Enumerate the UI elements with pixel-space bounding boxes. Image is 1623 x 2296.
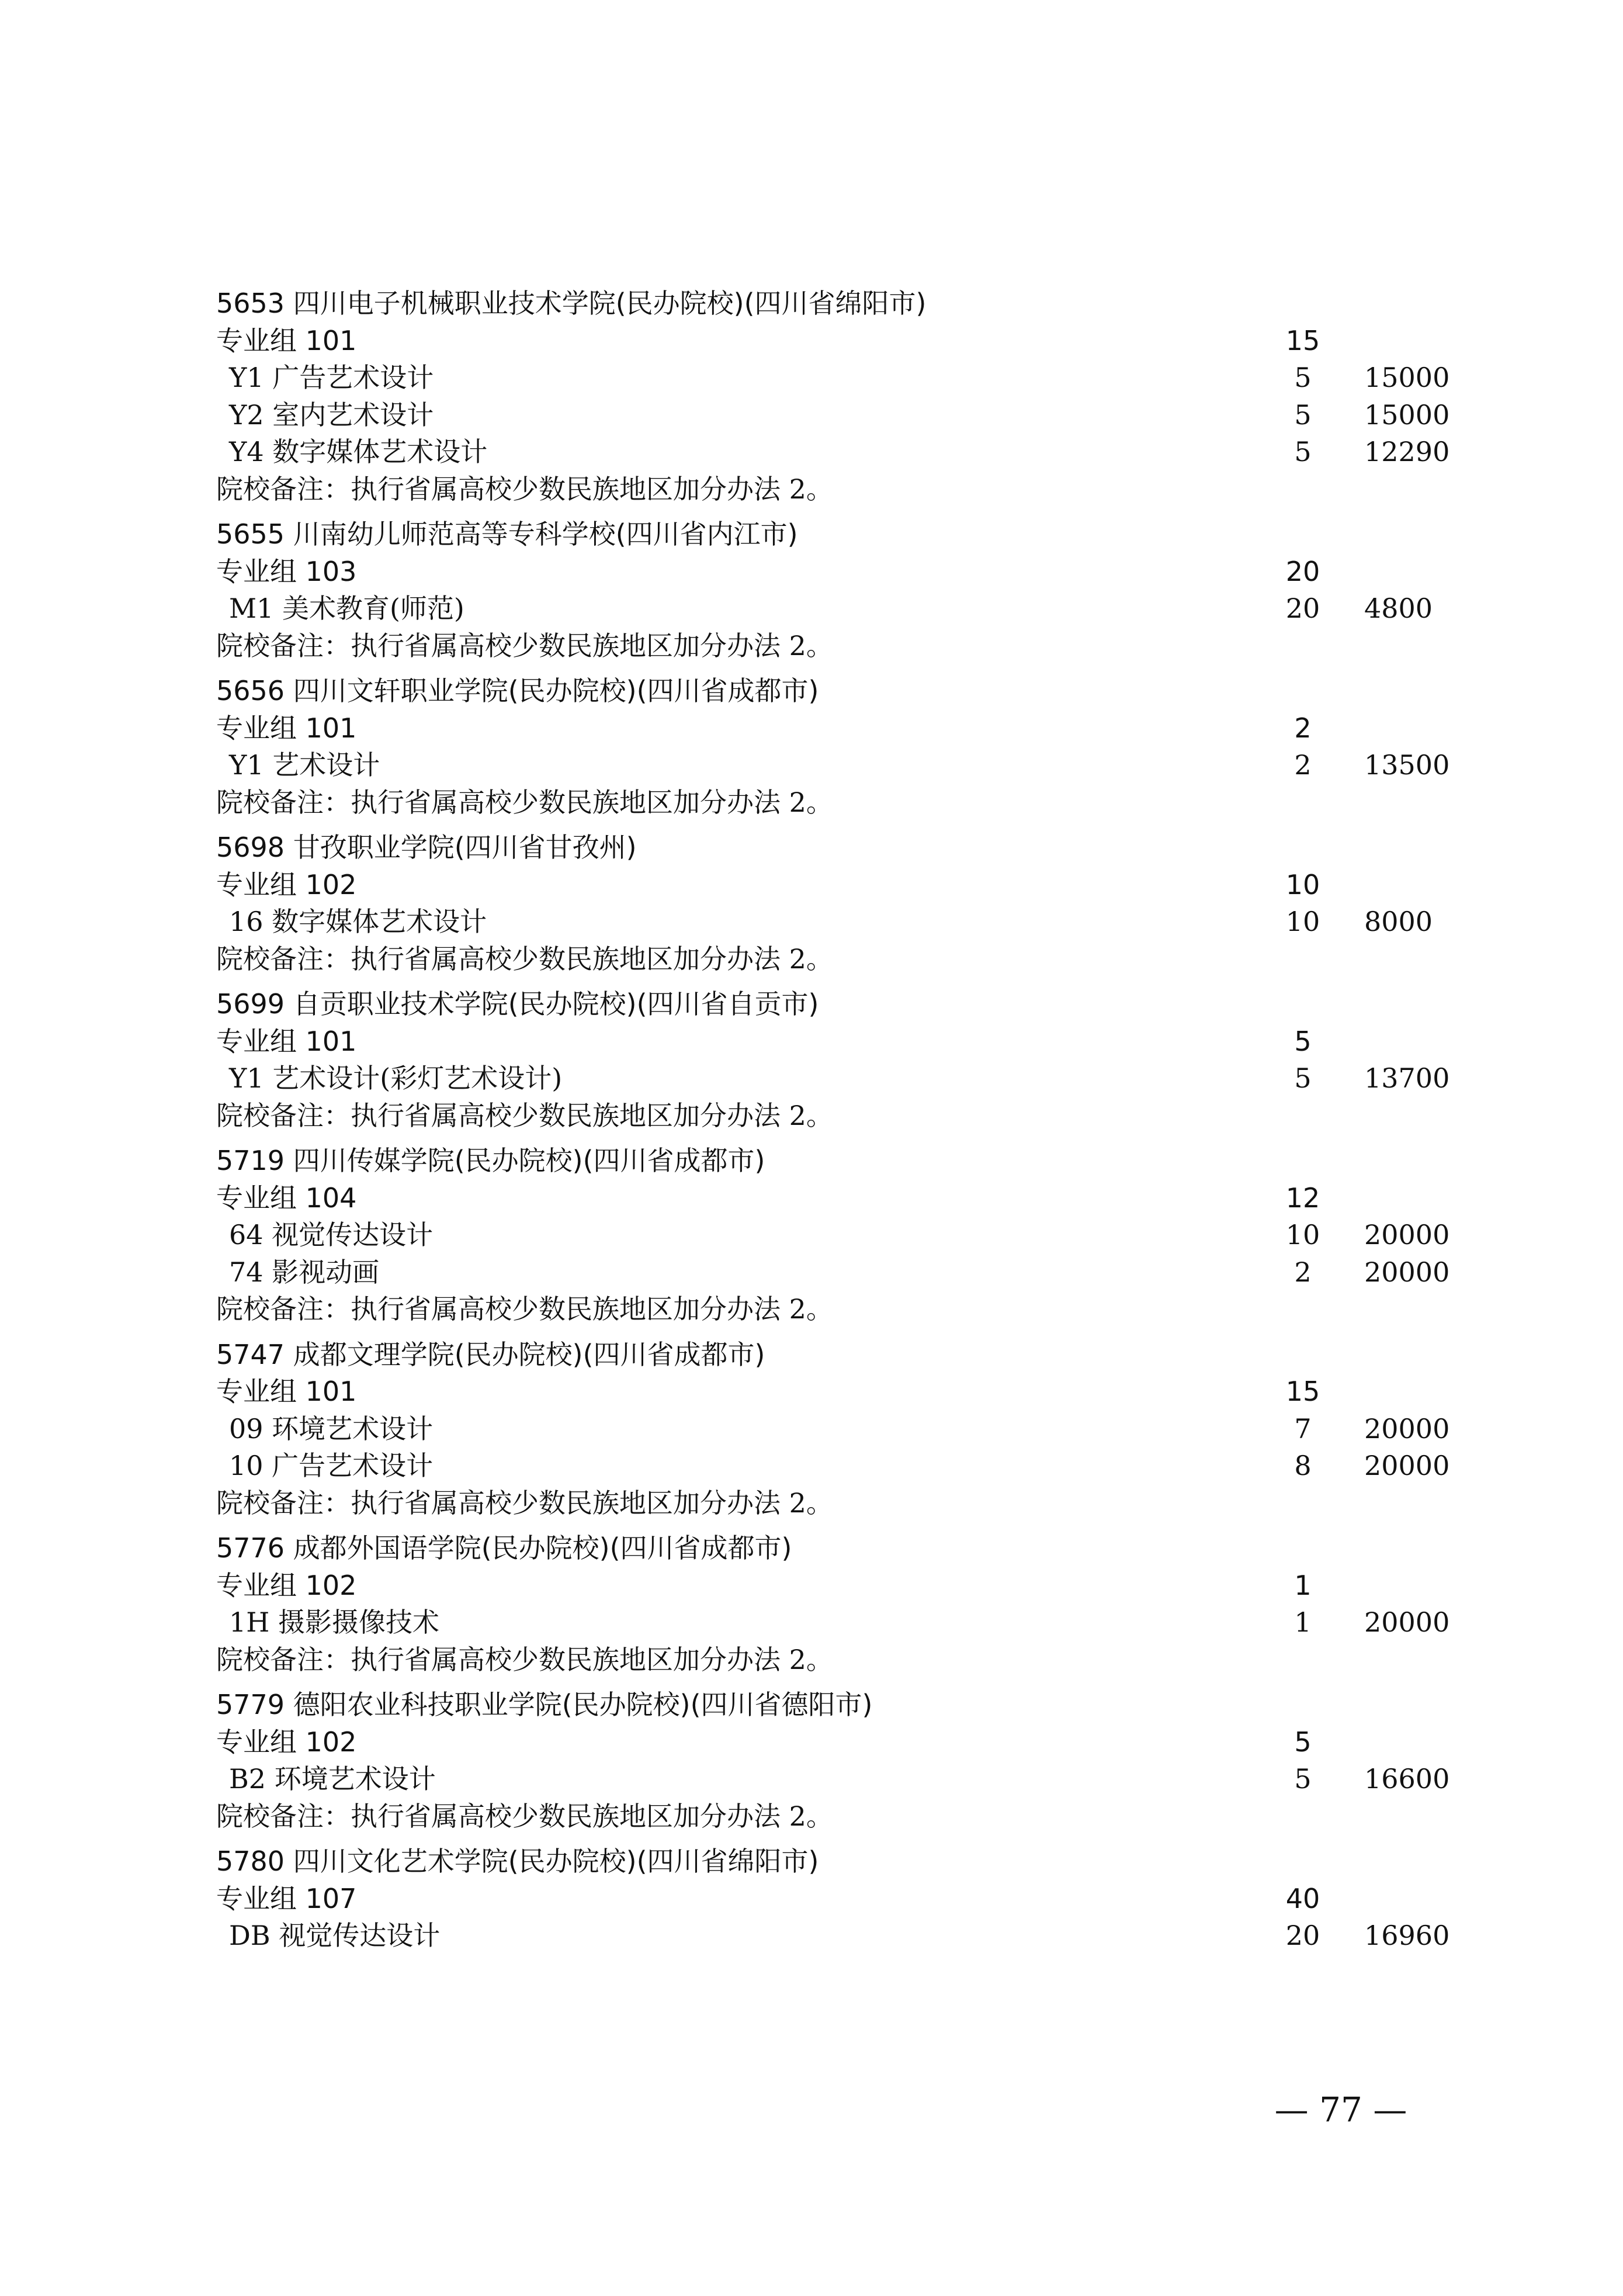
major-group-label: 专业组 101 (216, 1025, 357, 1057)
major-tuition-fee: 15000 (1364, 399, 1450, 431)
major-name: B2 环境艺术设计 (229, 1763, 436, 1795)
major-group-label: 专业组 104 (216, 1182, 357, 1214)
major-tuition-fee: 20000 (1364, 1606, 1450, 1638)
major-tuition-fee: 16600 (1364, 1763, 1450, 1795)
major-row (216, 903, 1455, 941)
school-note-text: 执行省属高校少数民族地区加分办法 2。 (351, 1487, 833, 1519)
major-group-plan-count: 20 (1285, 555, 1320, 587)
school-block (216, 986, 1455, 1134)
school-note (216, 1291, 1455, 1328)
school-note-text: 执行省属高校少数民族地区加分办法 2。 (351, 1800, 833, 1832)
school-header: 5655 川南幼儿师范高等专科学校(四川省内江市) (216, 518, 798, 550)
major-plan-count: 20 (1285, 593, 1320, 624)
page-number: — 77 — (1274, 2090, 1407, 2129)
school-block (216, 516, 1455, 664)
school-note (216, 784, 1455, 822)
major-plan-count: 5 (1294, 436, 1312, 467)
school-header: 5698 甘孜职业学院(四川省甘孜州) (216, 832, 637, 863)
school-note-text: 执行省属高校少数民族地区加分办法 2。 (351, 629, 833, 662)
major-group-label: 专业组 107 (216, 1882, 357, 1914)
school-note-text: 执行省属高校少数民族地区加分办法 2。 (351, 1099, 833, 1131)
school-header: 5780 四川文化艺术学院(民办院校)(四川省绵阳市) (216, 1845, 819, 1877)
major-row (216, 1604, 1455, 1642)
major-group-row (216, 553, 1455, 591)
major-row (216, 397, 1455, 434)
school-block (216, 1686, 1455, 1835)
major-group-label: 专业组 102 (216, 868, 357, 901)
school-block (216, 285, 1455, 508)
school-note (216, 1798, 1455, 1836)
major-row (216, 434, 1455, 471)
major-tuition-fee: 12290 (1364, 436, 1450, 467)
major-name: 74 影视动画 (229, 1256, 380, 1288)
major-tuition-fee: 20000 (1364, 1256, 1450, 1288)
school-note-label: 院校备注： (216, 473, 351, 505)
major-tuition-fee: 13500 (1364, 749, 1450, 781)
school-note-label: 院校备注： (216, 786, 351, 818)
school-block (216, 673, 1455, 821)
major-plan-count: 2 (1294, 749, 1312, 781)
major-group-row (216, 1373, 1455, 1411)
major-group-label: 专业组 102 (216, 1726, 357, 1758)
major-row (216, 747, 1455, 784)
major-tuition-fee: 20000 (1364, 1450, 1450, 1481)
school-note (216, 628, 1455, 665)
major-plan-count: 8 (1294, 1450, 1312, 1481)
major-plan-count: 2 (1294, 1256, 1312, 1288)
major-tuition-fee: 20000 (1364, 1219, 1450, 1251)
school-note-label: 院校备注： (216, 1293, 351, 1325)
major-group-plan-count: 2 (1294, 712, 1312, 744)
major-name: Y2 室内艺术设计 (229, 399, 434, 431)
school-note-label: 院校备注： (216, 1643, 351, 1675)
school-block (216, 829, 1455, 978)
major-plan-count: 5 (1294, 1062, 1312, 1094)
school-note-text: 执行省属高校少数民族地区加分办法 2。 (351, 1643, 833, 1675)
major-plan-count: 5 (1294, 1763, 1312, 1795)
major-group-plan-count: 5 (1294, 1025, 1312, 1057)
school-header: 5776 成都外国语学院(民办院校)(四川省成都市) (216, 1532, 792, 1564)
major-plan-count: 10 (1285, 1219, 1320, 1251)
major-group-label: 专业组 103 (216, 555, 357, 587)
school-note-label: 院校备注： (216, 1487, 351, 1519)
school-header: 5653 四川电子机械职业技术学院(民办院校)(四川省绵阳市) (216, 288, 927, 319)
major-plan-count: 10 (1285, 906, 1320, 937)
major-group-label: 专业组 101 (216, 712, 357, 744)
school-note (216, 941, 1455, 978)
school-header: 5719 四川传媒学院(民办院校)(四川省成都市) (216, 1145, 765, 1176)
major-name: M1 美术教育(师范) (229, 593, 464, 624)
school-header: 5699 自贡职业技术学院(民办院校)(四川省自贡市) (216, 988, 819, 1020)
school-note-text: 执行省属高校少数民族地区加分办法 2。 (351, 943, 833, 975)
major-group-row (216, 1180, 1455, 1217)
major-row (216, 1917, 1455, 1955)
major-tuition-fee: 4800 (1364, 593, 1433, 624)
school-note-label: 院校备注： (216, 1099, 351, 1131)
major-tuition-fee: 8000 (1364, 906, 1433, 937)
school-note-text: 执行省属高校少数民族地区加分办法 2。 (351, 473, 833, 505)
major-name: 64 视觉传达设计 (229, 1219, 434, 1251)
major-group-plan-count: 15 (1285, 324, 1320, 356)
major-group-plan-count: 5 (1294, 1726, 1312, 1758)
major-name: 16 数字媒体艺术设计 (229, 906, 487, 937)
major-row (216, 1411, 1455, 1448)
major-group-plan-count: 15 (1285, 1376, 1320, 1407)
major-plan-count: 5 (1294, 399, 1312, 431)
major-group-label: 专业组 101 (216, 1376, 357, 1407)
major-group-plan-count: 10 (1285, 868, 1320, 901)
school-header: 5779 德阳农业科技职业学院(民办院校)(四川省德阳市) (216, 1689, 873, 1720)
major-group-row (216, 1567, 1455, 1605)
major-row (216, 1254, 1455, 1291)
major-group-label: 专业组 102 (216, 1569, 357, 1601)
major-plan-count: 20 (1285, 1920, 1320, 1951)
major-group-plan-count: 40 (1285, 1882, 1320, 1914)
major-name: DB 视觉传达设计 (229, 1920, 441, 1951)
major-plan-count: 1 (1294, 1606, 1312, 1638)
school-note (216, 471, 1455, 508)
major-row (216, 1447, 1455, 1485)
major-name: 1H 摄影摄像技术 (229, 1606, 440, 1638)
major-tuition-fee: 13700 (1364, 1062, 1450, 1094)
school-header: 5747 成都文理学院(民办院校)(四川省成都市) (216, 1338, 765, 1370)
major-group-label: 专业组 101 (216, 324, 357, 356)
school-note (216, 1485, 1455, 1522)
major-tuition-fee: 15000 (1364, 362, 1450, 393)
major-plan-count: 7 (1294, 1412, 1312, 1445)
major-row (216, 1217, 1455, 1254)
major-tuition-fee: 16960 (1364, 1920, 1450, 1951)
major-group-row (216, 1881, 1455, 1918)
school-block (216, 1142, 1455, 1328)
school-block (216, 1843, 1455, 1955)
major-group-row (216, 710, 1455, 747)
school-note (216, 1097, 1455, 1135)
major-name: Y4 数字媒体艺术设计 (229, 436, 488, 467)
major-row (216, 1761, 1455, 1798)
major-group-plan-count: 12 (1285, 1182, 1320, 1214)
school-note-label: 院校备注： (216, 943, 351, 975)
major-group-plan-count: 1 (1294, 1569, 1312, 1601)
major-plan-count: 5 (1294, 362, 1312, 393)
school-note-label: 院校备注： (216, 629, 351, 662)
major-name: Y1 广告艺术设计 (229, 362, 434, 393)
school-note-text: 执行省属高校少数民族地区加分办法 2。 (351, 1293, 833, 1325)
school-note-label: 院校备注： (216, 1800, 351, 1832)
major-group-row (216, 1023, 1455, 1061)
major-group-row (216, 867, 1455, 904)
school-note (216, 1642, 1455, 1679)
major-tuition-fee: 20000 (1364, 1412, 1450, 1445)
major-name: Y1 艺术设计(彩灯艺术设计) (229, 1062, 563, 1094)
school-block (216, 1530, 1455, 1678)
major-row (216, 359, 1455, 397)
school-block (216, 1336, 1455, 1522)
major-row (216, 590, 1455, 628)
major-group-row (216, 323, 1455, 360)
major-name: 09 环境艺术设计 (229, 1412, 434, 1445)
school-header: 5656 四川文轩职业学院(民办院校)(四川省成都市) (216, 675, 819, 707)
major-name: 10 广告艺术设计 (229, 1450, 434, 1481)
major-name: Y1 艺术设计 (229, 749, 380, 781)
major-row (216, 1060, 1455, 1097)
school-note-text: 执行省属高校少数民族地区加分办法 2。 (351, 786, 833, 818)
admission-plan-list (216, 285, 1455, 1963)
major-group-row (216, 1724, 1455, 1761)
